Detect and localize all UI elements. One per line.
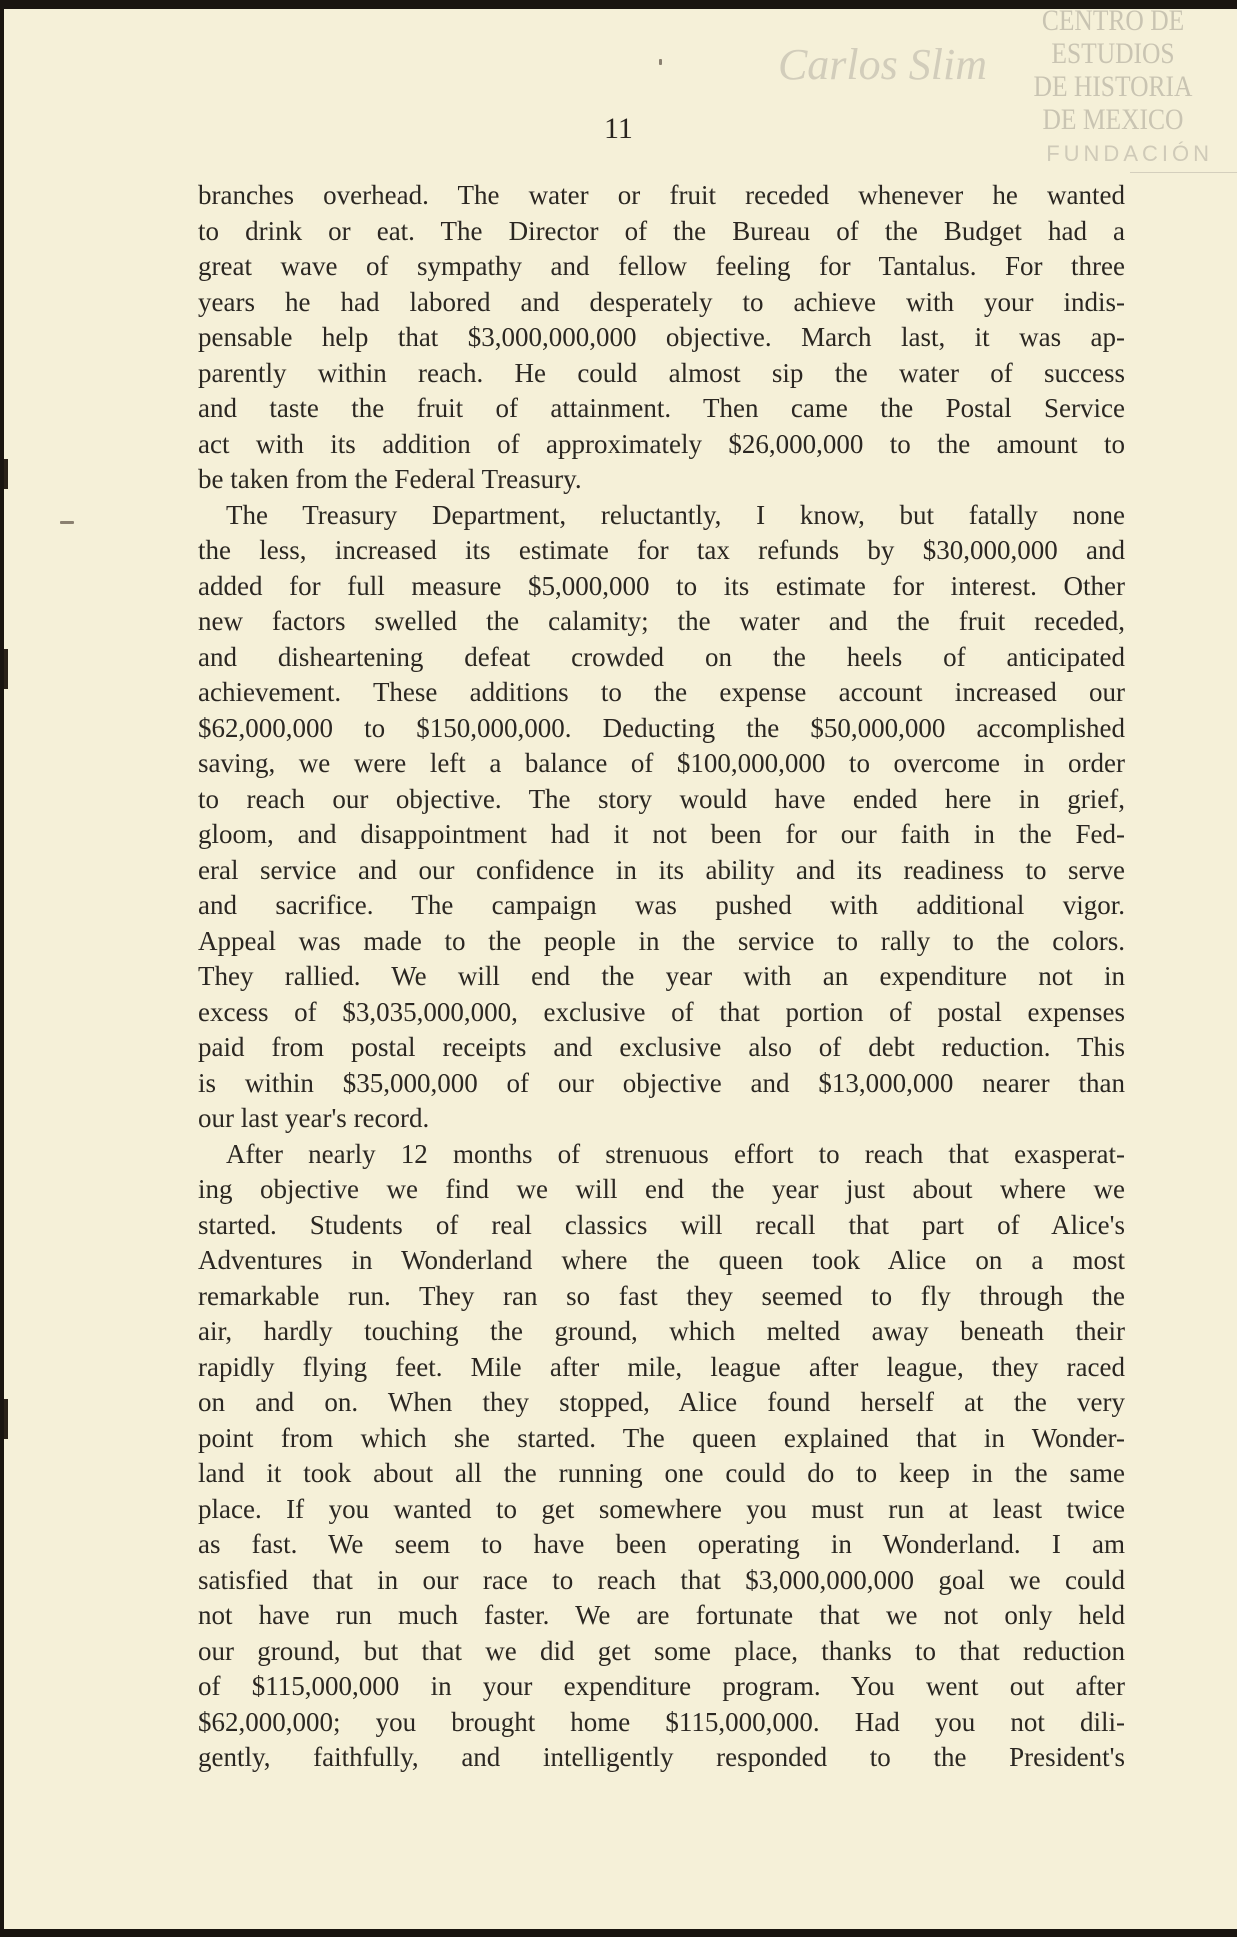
paragraph: [198, 498, 1125, 1137]
text-line: $62,000,000; you brought home $115,000,000. Had you not dili-: [198, 1706, 1125, 1737]
paragraph: [198, 1137, 1125, 1776]
text-line: our last year's record.: [198, 1103, 430, 1133]
text-line: parently within reach. He could almost sip the water of success: [198, 357, 1125, 388]
watermark-foundation: FUNDACIÓN: [1046, 141, 1213, 166]
page-edge-mark: [4, 649, 8, 689]
page-edge-mark: [4, 459, 8, 489]
text-line: $62,000,000 to $150,000,000. Deducting the $50,000,000 accomplished: [198, 712, 1125, 743]
text-line: air, hardly touching the ground, which melted away beneath their: [198, 1316, 1125, 1346]
watermark-line: DE HISTORIA: [1033, 70, 1193, 103]
text-line: land it took about all the running one could do to keep in the same: [198, 1458, 1125, 1488]
text-line: the less, increased its estimate for tax refunds by $30,000,000 and: [198, 535, 1125, 565]
text-line: years he had labored and desperately to achieve with your indis-: [198, 286, 1125, 317]
text-line: They rallied. We will end the year with an expenditure not in: [198, 961, 1125, 991]
text-line: Appeal was made to the people in the service to rally to the colors.: [198, 925, 1125, 956]
text-line: new factors swelled the calamity; the water and the fruit receded,: [198, 606, 1125, 636]
paragraph: [198, 178, 1125, 498]
body-text: [198, 178, 1125, 1776]
page-edge-mark: [4, 1399, 8, 1439]
text-line: our ground, but that we did get some place, thanks to that reduction: [198, 1635, 1125, 1666]
text-line: of $115,000,000 in your expenditure program. You went out after: [198, 1671, 1125, 1701]
text-line: achievement. These additions to the expense account increased our: [198, 677, 1125, 707]
text-line: is within $35,000,000 of our objective and $13,000,000 nearer than: [198, 1067, 1125, 1098]
watermark-rule: [1130, 172, 1237, 173]
text-line: great wave of sympathy and fellow feeling for Tantalus. For three: [198, 251, 1125, 281]
text-line: satisfied that in our race to reach that $3,000,000,000 goal we could: [198, 1564, 1125, 1595]
text-line: gently, faithfully, and intelligently responded to the President's: [198, 1742, 1125, 1772]
text-line: remarkable run. They ran so fast they seemed to fly through the: [198, 1280, 1125, 1311]
text-line: The Treasury Department, reluctantly, I know, but fatally none: [226, 499, 1125, 530]
text-line: and sacrifice. The campaign was pushed with additional vigor.: [198, 890, 1125, 920]
text-line: be taken from the Federal Treasury.: [198, 464, 582, 494]
watermark-line: DE MEXICO: [1042, 103, 1184, 136]
text-line: After nearly 12 months of strenuous effort to reach that exasperat-: [226, 1138, 1125, 1169]
text-line: act with its addition of approximately $26,000,000 to the amount to: [198, 428, 1125, 459]
text-line: to reach our objective. The story would have ended here in grief,: [198, 783, 1125, 814]
text-line: branches overhead. The water or fruit receded whenever he wanted: [198, 180, 1125, 210]
text-line: eral service and our confidence in its ability and its readiness to serve: [198, 854, 1125, 885]
text-line: paid from postal receipts and exclusive also of debt reduction. This: [198, 1032, 1125, 1062]
margin-speck: [60, 521, 74, 524]
margin-speck: [659, 59, 662, 65]
text-line: rapidly flying feet. Mile after mile, league after league, they raced: [198, 1351, 1125, 1382]
text-line: to drink or eat. The Director of the Bureau of the Budget had a: [198, 215, 1125, 246]
watermark-line: CENTRO DE: [1041, 4, 1185, 37]
text-line: and taste the fruit of attainment. Then came the Postal Service: [198, 393, 1125, 423]
text-line: started. Students of real classics will recall that part of Alice's: [198, 1209, 1125, 1240]
text-line: added for full measure $5,000,000 to its estimate for interest. Other: [198, 570, 1125, 601]
text-line: place. If you wanted to get somewhere you must run at least twice: [198, 1493, 1125, 1524]
text-line: gloom, and disappointment had it not been for our faith in the Fed-: [198, 819, 1125, 849]
text-line: on and on. When they stopped, Alice found herself at the very: [198, 1387, 1125, 1417]
page-number: 11: [604, 112, 633, 145]
text-line: point from which she started. The queen explained that in Wonder-: [198, 1422, 1125, 1453]
text-line: not have run much faster. We are fortunate that we not only held: [198, 1600, 1125, 1630]
watermark-line: ESTUDIOS: [1051, 37, 1175, 70]
text-line: pensable help that $3,000,000,000 objective. March last, it was ap-: [198, 322, 1125, 352]
text-line: excess of $3,035,000,000, exclusive of that portion of postal expenses: [198, 996, 1125, 1027]
text-line: saving, we were left a balance of $100,000,000 to overcome in order: [198, 748, 1125, 778]
text-line: and disheartening defeat crowded on the heels of anticipated: [198, 641, 1125, 672]
text-line: Adventures in Wonderland where the queen took Alice on a most: [198, 1245, 1125, 1275]
text-line: ing objective we find we will end the year just about where we: [198, 1174, 1125, 1204]
text-line: as fast. We seem to have been operating in Wonderland. I am: [198, 1529, 1125, 1559]
watermark-signature: Carlos Slim: [777, 40, 987, 89]
